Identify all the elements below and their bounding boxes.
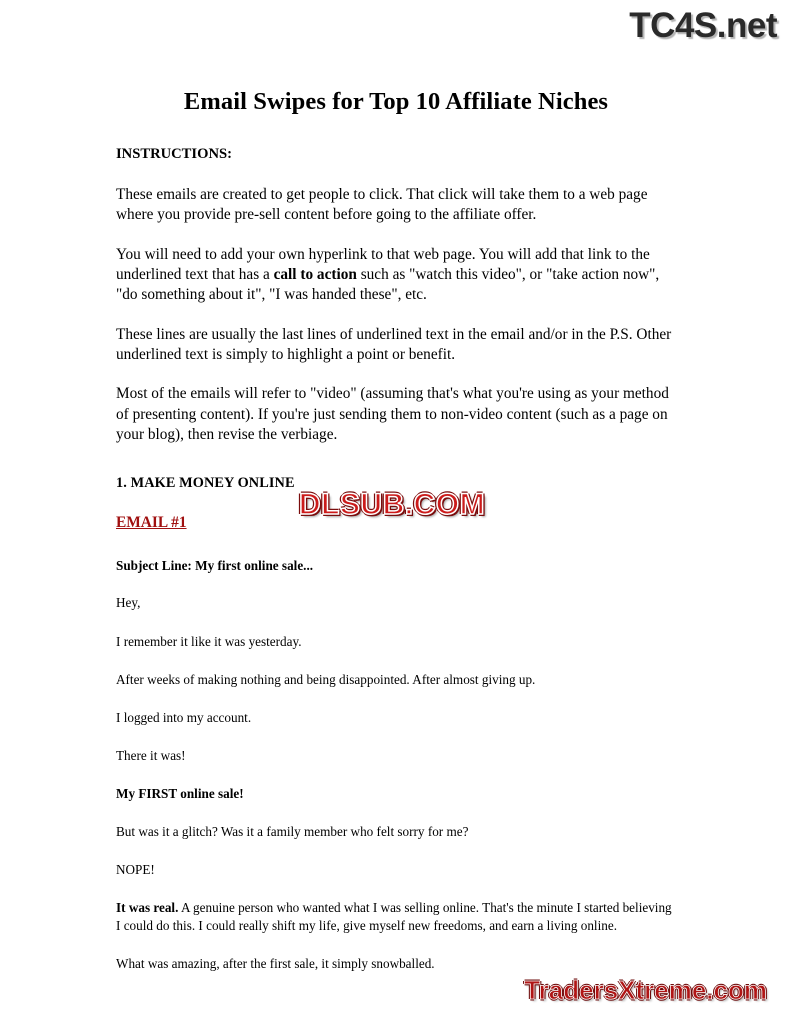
page-title: Email Swipes for Top 10 Affiliate Niches: [183, 88, 609, 115]
email-body-line: But was it a glitch? Was it a family member who felt sorry for me?: [116, 823, 469, 839]
subject-line: [116, 558, 676, 574]
cta-bold-text: call to action: [273, 266, 357, 284]
watermark-top-right: TC4S.net: [629, 6, 777, 45]
document-content: [116, 88, 676, 993]
email-body-line-bold: [116, 785, 676, 803]
subject-line-value: My first online sale...: [195, 558, 314, 574]
email-body-line: NOPE!: [116, 861, 155, 877]
it-was-real-rest-text: A genuine person who wanted what I was selling online. That's the minute I started believing I could do this. I could really shift my life, give myself new freedoms, and earn a living online.: [116, 900, 672, 934]
email-body-line-it-was-real: [116, 899, 676, 935]
it-was-real-bold-text: It was real.: [116, 900, 179, 916]
instructions-heading: INSTRUCTIONS:: [116, 146, 232, 162]
subject-line-prefix: Subject Line:: [116, 558, 196, 574]
intro-paragraph-1: These emails are created to get people to click. That click will take them to a web page where you provide pre-sell content before going to the affiliate offer.: [116, 186, 648, 224]
email-closing-line: What was amazing, after the first sale, it simply snowballed.: [116, 956, 435, 972]
watermark-center-dlsub: DLSUB.COM: [298, 488, 486, 521]
email-body-line: I logged into my account.: [116, 709, 252, 725]
section-heading-make-money-online: 1. MAKE MONEY ONLINE: [116, 475, 295, 492]
email-anchor-link[interactable]: EMAIL #1: [116, 514, 187, 532]
cta-tail-text: such as "watch this video", or "take action now", "do something about it", "I was handed these", etc.: [116, 266, 660, 304]
email-body-line: After weeks of making nothing and being disappointed. After almost giving up.: [116, 671, 536, 687]
email-body-line: I remember it like it was yesterday.: [116, 633, 302, 649]
email-body-line: There it was!: [116, 747, 186, 763]
first-sale-bold-text: My FIRST online sale!: [116, 785, 244, 801]
intro-paragraph-2: [116, 245, 676, 306]
email-body-line: Hey,: [116, 595, 141, 611]
intro-paragraph-2-lead: You will need to add your own hyperlink to that web page. You will add that link to the underlined text that has a: [116, 245, 650, 284]
intro-paragraph-3: These lines are usually the last lines of underlined text in the email and/or in the P.S. Other underlined text is simply to highlight a point or benefit.: [116, 325, 672, 364]
watermark-bottom-right: TradersXtreme.com: [524, 975, 767, 1005]
intro-paragraph-4: Most of the emails will refer to "video" (assuming that's what you're using as your method of presenting content). If you're just sending them to non-video content (such as a page on your blog), then revise the verbiage.: [116, 385, 669, 444]
